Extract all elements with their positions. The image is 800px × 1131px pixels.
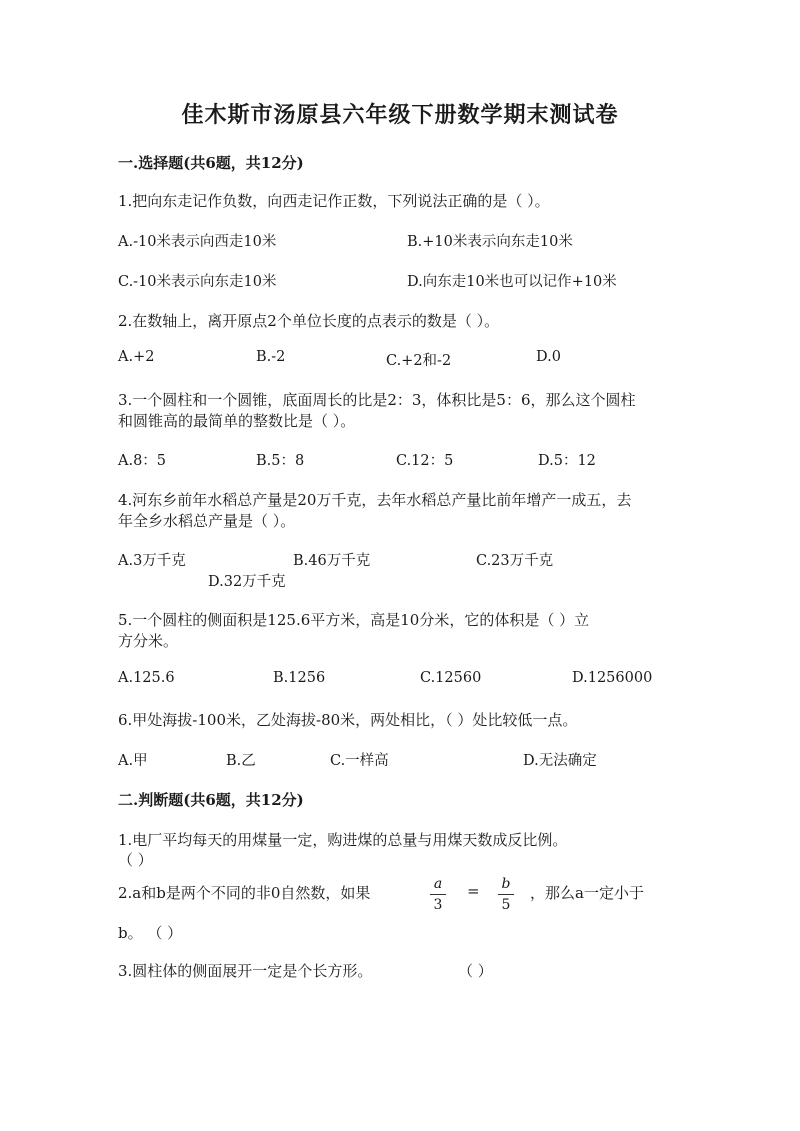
question-4-line-1: 4.河东乡前年水稻总产量是20万千克，去年水稻总产量比前年增产一成五，去 (118, 491, 632, 509)
judge-2-line-2: b。 （ ） (118, 924, 183, 942)
judge-2-prefix: 2.a和b是两个不同的非0自然数，如果 (118, 884, 371, 902)
section-heading-choice: 一.选择题(共6题，共12分) (118, 154, 304, 172)
question-5-line-1: 5.一个圆柱的侧面积是125.6平方米，高是10分米，它的体积是（ ）立 (118, 611, 590, 629)
page-title: 佳木斯市汤原县六年级下册数学期末测试卷 (181, 102, 619, 128)
question-2-text: 2.在数轴上，离开原点2个单位长度的点表示的数是（ ）。 (118, 312, 500, 330)
q4-option-c: C.23万千克 (476, 553, 554, 569)
q2-option-b: B.-2 (256, 349, 286, 365)
q3-option-a: A.8：5 (118, 453, 167, 469)
q2-option-d: D.0 (536, 349, 561, 365)
fraction-b-over-5 (498, 876, 514, 913)
fraction-b-numerator: b (501, 876, 511, 892)
judge-1-answer-paren: （ ） (118, 851, 153, 869)
q2-option-a: A.+2 (118, 349, 155, 365)
q4-option-b: B.46万千克 (293, 553, 371, 569)
fraction-a-denominator: 3 (433, 897, 443, 913)
q3-option-d: D.5：12 (538, 453, 596, 469)
q1-option-c: C.-10米表示向东走10米 (118, 274, 277, 290)
q2-option-c: C.+2和-2 (386, 353, 452, 369)
question-3-line-1: 3.一个圆柱和一个圆锥，底面周长的比是2：3，体积比是5：6，那么这个圆柱 (118, 391, 636, 409)
judge-3-text: 3.圆柱体的侧面展开一定是个长方形。 (118, 962, 373, 980)
question-6-text: 6.甲处海拔-100米，乙处海拔-80米，两处相比，（ ）处比较低一点。 (118, 711, 578, 729)
fraction-bar (498, 894, 514, 895)
question-4-line-2: 年全乡水稻总产量是（ ）。 (118, 512, 296, 530)
fraction-b-denominator: 5 (501, 897, 511, 913)
fraction-bar (430, 894, 446, 895)
question-5-line-2: 方分米。 (118, 632, 179, 650)
section-heading-judgement: 二.判断题(共6题，共12分) (118, 791, 304, 809)
q5-option-c: C.12560 (420, 670, 482, 686)
q6-option-d: D.无法确定 (523, 753, 597, 769)
judge-3-answer-paren: （ ） (458, 962, 493, 980)
q5-option-b: B.1256 (273, 670, 326, 686)
q3-option-b: B.5：8 (256, 453, 305, 469)
judge-2-suffix: ，那么a一定小于 (530, 884, 644, 902)
fraction-a-over-3 (430, 876, 446, 913)
judge-1-line-1: 1.电厂平均每天的用煤量一定，购进煤的总量与用煤天数成反比例。 (118, 831, 568, 849)
q5-option-d: D.1256000 (572, 670, 653, 686)
q3-option-c: C.12：5 (396, 453, 454, 469)
q4-option-a: A.3万千克 (118, 553, 186, 569)
question-3-line-2: 和圆锥高的最简单的整数比是（ ）。 (118, 412, 356, 430)
question-1-text: 1.把向东走记作负数，向西走记作正数，下列说法正确的是（ ）。 (118, 192, 550, 210)
q4-option-d: D.32万千克 (208, 574, 286, 590)
q5-option-a: A.125.6 (118, 670, 175, 686)
q1-option-d: D.向东走10米也可以记作+10米 (407, 274, 617, 290)
q6-option-c: C.一样高 (330, 753, 389, 769)
q1-option-a: A.-10米表示向西走10米 (118, 234, 277, 250)
q6-option-a: A.甲 (118, 753, 148, 769)
q6-option-b: B.乙 (226, 753, 256, 769)
equals-sign: = (467, 882, 480, 900)
q1-option-b: B.+10米表示向东走10米 (407, 234, 573, 250)
fraction-a-numerator: a (433, 876, 443, 892)
